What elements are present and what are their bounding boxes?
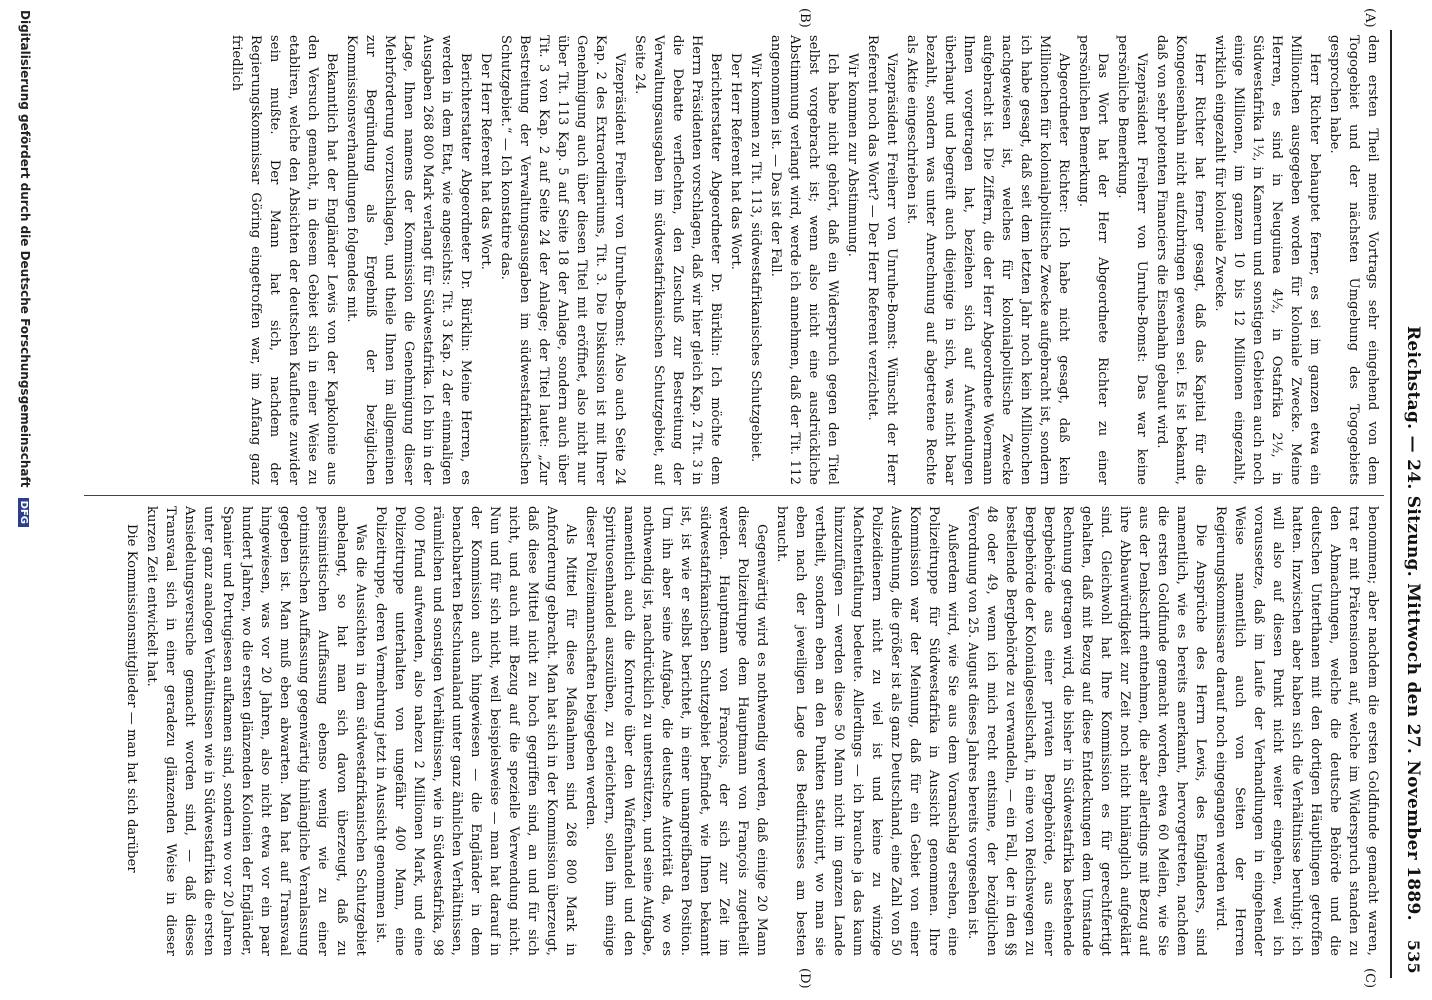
footer-text: Digitalisierung gefördert durch die Deutsche Forschungsgemeinschaft — [18, 10, 32, 488]
paragraph: dem ersten Theil meines Vortrags sehr eingehend von dem Togogebiet und der nächsten Umgebung des Togogebiets gesprochen habe. — [1327, 35, 1380, 485]
paragraph: Das Wort hat der Herr Abgeordnete Richter zu einer persönlichen Bemerkung. — [1076, 35, 1110, 485]
paragraph: Als Mittel für diese Maßnahmen sind 268 800 Mark in Anforderung gebracht. Man hat sich in der Kommission überzeugt, daß diese Mittel nicht zu hoch gegriffen sind, an und für sich nicht, und auch mit Bezug auf die spezielle Verwendung nicht. Nun und für sich nicht, weil beispielsweise — man hat darauf in der Kommission auch hingewiesen — die Engländer in dem benachbarten Betschuanaland unter ganz ähnlichen Verhältnissen, räumlichen und sonstigen Verhältnissen, wie in Südwestafrika, 98 000 Pfund aufwenden, also nahezu 2 Millionen Mark, und eine Polizeitruppe unterhalten von ungefähr 400 Mann, eine Polizeitruppe, deren Vermehrung jetzt in Aussicht genommen ist. — [373, 506, 578, 956]
paragraph: benommen; aber nachdem die ersten Goldfunde gemacht waren, trat er mit Prätensionen auf, welche im Widerspruch standen zu den Abmachungen, welche die deutsche Behörde und die deutschen Unterthanen mit den dortigen Häuptlingen getroffen hatten. Inzwischen aber haben sich die Verhältnisse beruhigt; ich will also auf diesen Punkt nicht weiter eingehen, weil ich voraussetze, daß im Laufe der Verhandlungen in eingehender Weise namentlich auch von Seiten der Herren Regierungskommissare darauf noch eingegangen werden wird. — [1213, 506, 1380, 956]
paragraph: Wir kommen zur Abstimmung. — [845, 53, 860, 257]
paragraph: Bekanntlich hat der Engländer Lewis von der Kapkolonie aus den Versuch gemacht, in diesem Gebiet sich in einer Weise zu etabliren, welche den Absichten der deutschen Kaufleute zuwider sein mußte. Der Mann hat sich, nachdem der Regierungskommissar Göring eingetroffen war, im Anfang ganz friedlich — [229, 35, 339, 485]
paragraph: Herr Richter behauptet ferner, es sei im ganzen etwa ein Millionchen ausgegeben worden für koloniale Zwecke. Meine Herren, es sind in Neuguinea 4½, in Ostafrika 2½, in Südwestafrika 1½, in Kamerun und sonstigen Gebieten auch noch einige Millionen, im ganzen 10 bis 12 Millionen eingezahlt, wirklich eingezahlt für koloniale Zwecke. — [1212, 35, 1322, 485]
margin-marker-c: (C) — [1362, 968, 1377, 989]
paragraph: Was die Aussichten in dem südwestafrikanischen Schutzgebiet anbelangt, so hat man sich davon überzeugt, daß zu pessimistischen Auffassung ebenso wenig wie zu einer optimistischen Auffassung gegenwärtig hinlängliche Veranlassung gegeben ist. Man muß eben abwarten. Man hat auf Transvaal hingewiesen, was vor 20 Jahren, also nicht etwa vor ein paar hundert Jahren, wo die ersten glänzenden Kolonien der Engländer, Spanier und Portugiesen aufkamen sind, sondern wo vor 20 Jahren unter ganz analogen Verhältnissen wie in Südwestafrika die ersten Ansiedelungsversuche gemacht worden sind, — daß dieses Transvaal sich in einer geradezu glänzenden Weise in dieser kurzen Zeit entwickelt hat. — [144, 506, 368, 956]
digitization-footer — [10, 10, 32, 990]
paragraph: Die Ansprüche des Herrn Lewis, des Engländers, sind namentlich, wie es bereits anerkannt, hervorgetreten, nachdem die ersten Goldfunde gemacht worden, etwa 60 Meilen, wie Sie aus der Denkschrift entnehmen, die aber allerdings mit Bezug auf ihre Abbauwürdigkeit zur Zeit noch nicht hinlänglich aufgeklärt sind. Gleichwohl hat Ihre Kommission es für gerechtfertigt gehalten, daß mit Bezug auf diese Entdeckungen dem Umstande Rechnung getragen wird, die bisher in Südwestafrika bestehende Bergbehörde aus einer privaten Bergbehörde, aus einer Bergbehörde der Kolonialgesellschaft, in eine von Reichswegen zu bestellende Bergbehörde zu verwandeln, — ein Fall, der in den §§ 48 oder 49, wenn ich mich recht entsinne, der bezüglichen Verordnung von 25. August dieses Jahres bereits vorgesehen ist. — [965, 506, 1208, 956]
page-number: 535 — [1404, 939, 1423, 974]
paragraph: Ich habe nicht gehört, daß ein Widerspruch gegen den Titel selbst vorgebracht ist; wenn also nicht eine ausdrückliche Abstimmung verlangt wird, werde ich annehmen, daß der Tit. 112 angenommen ist. — Das ist der Fall. — [768, 35, 840, 485]
speaker-paragraph: Berichterstatter Abgeordneter Dr. Bürklin: Ich möchte dem Herrn Präsidenten vorschlagen, daß wir hier gleich Kap. 2 Tit. 3 in die Debatte verflechten, den Zuschuß zur Bestreitung der Verwaltungsausgaben im südwestafrikanischen Schutzgebiet, auf Seite 24. — [632, 35, 723, 485]
margin-marker-d: (D) — [797, 968, 812, 989]
speaker-paragraph: Abgeordneter Richter: Ich habe nicht gesagt, daß kein Millionchen für kolonialpolitische Zwecke aufgebracht ist, sondern ich habe gesagt, daß seit dem letzten Jahr noch kein Millionchen nachgewiesen ist, welches für kolonialpolitische Zwecke aufgebracht ist. Die Ziffern, die der Herr Abgeordnete Woermann Ihnen vorgetragen hat, beziehen sich auf Aufwendungen überhaupt und begreift auch diejenige in sich, was nicht baar bezahlt, sondern was unter Anrechnung auf abgetretene Rechte als Aktie eingeschrieben ist. — [904, 35, 1071, 485]
speaker-paragraph: Vizepräsident Freiherr von Unruhe-Bomst: Das war keine persönliche Bemerkung. — [1115, 35, 1149, 485]
paragraph: Gegenwärtig wird es nothwendig werden, daß einige 20 Mann dieser Polizeitruppe dem Hauptmann von François zugetheilt werden. Hauptmann von François, der sich zur Zeit im südwestafrikanischen Schutzgebiet befindet, wie Ihnen bekannt ist, ist wie er selbst berichtet, in einer unangreifbaren Position. Um ihn aber seine Aufgabe, die deutsche Autorität da, wo es nothwendig ist, nachdrücklich zu unterstützen, und seine Aufgabe, namentlich auch die Kontrole über den Waffenhandel und den Spirituosenhandel auszuüben, zu erleichtern, sollen ihm einige dieser Polizeimannschaften beigegeben werden. — [583, 506, 769, 956]
paragraph: Wir kommen zu Tit. 113, südwestafrikanisches Schutzgebiet. — [748, 53, 763, 463]
paragraph: Der Herr Referent hat das Wort. — [478, 53, 493, 271]
paragraph: Der Herr Referent hat das Wort. — [728, 53, 743, 271]
margin-marker-a: (A) — [1362, 8, 1377, 28]
speaker-paragraph: Vizepräsident Freiherr von Unruhe-Bomst: Wünscht der Herr Referent noch das Wort? — Der Herr Referent verzichtet. — [865, 35, 899, 485]
right-column — [92, 506, 1382, 956]
column-divider — [84, 495, 1384, 496]
left-column — [92, 35, 1382, 485]
header-rule — [1390, 30, 1392, 978]
margin-marker-b: (B) — [797, 8, 812, 28]
paragraph: Die Kommissionsmitglieder — man hat sich darüber — [124, 524, 139, 873]
page-header — [1395, 30, 1429, 978]
paragraph: Außerdem wird, wie Sie aus dem Voranschlag ersehen, eine Polizeitruppe für Südwestafrika in Aussicht genommen. Ihre Kommission war der Meinung, daß für ein Gebiet von einer Ausdehnung, die größer ist als ganz Deutschland, eine Zahl von 50 Polizeidienern nicht zu viel ist und keine zu winzige Machtentfaltung bedeute. Allerdings — ich brauche ja das kaum hinzuzufügen — werden diese 50 Mann nicht im ganzen Lande vertheilt, sondern eben an den Punkten stationirt, wo man sie eben nach der jeweiligen Lage des Bedürfnisses am besten braucht. — [774, 506, 960, 956]
paragraph: Herr Richter hat ferner gesagt, daß das Kapital für die Kongoeisenbahn nicht aufzubringen gewesen sei. Es ist bekannt, daß von sehr potenten Financiers die Eisenbahn gebaut wird. — [1154, 35, 1207, 485]
speaker-paragraph: Berichterstatter Abgeordneter Dr. Bürklin: Meine Herren, es werden in dem Etat, wie angesichts: Tit. 3 Kap. 2 der einmaligen Ausgaben 268 800 Mark verlangt für Südwestafrika. Ich bin in der Lage, Ihnen namens der Kommission die Genehmigung dieser Mehrforderung vorzuschlagen, und theile Ihnen im allgemeinen zur Begründung als Ergebniß der bezüglichen Kommissionsverhandlungen folgendes mit. — [344, 35, 473, 485]
header-title: Reichstag. — 24. Sitzung. Mittwoch den 27. November 1889. — [1403, 326, 1423, 921]
speaker-paragraph: Vizepräsident Freiherr von Unruhe-Bomst: Also auch Seite 24 Kap. 2 des Extraordinariums, Tit. 3. Die Diskussion ist mit Ihrer Genehmigung auch über diesen Titel mit eröffnet, also nicht nur über Tit. 113 Kap. 5 auf Seite 18 der Anlage, sondern auch über Tit. 3 von Kap. 2 auf Seite 24 der Anlage; der Titel lautet: „Zur Bestreitung der Verwaltungsausgaben im südwestafrikanischen Schutzgebiet.“ — Ich konstatire das. — [498, 35, 627, 485]
dfg-logo: DFG — [18, 498, 29, 527]
